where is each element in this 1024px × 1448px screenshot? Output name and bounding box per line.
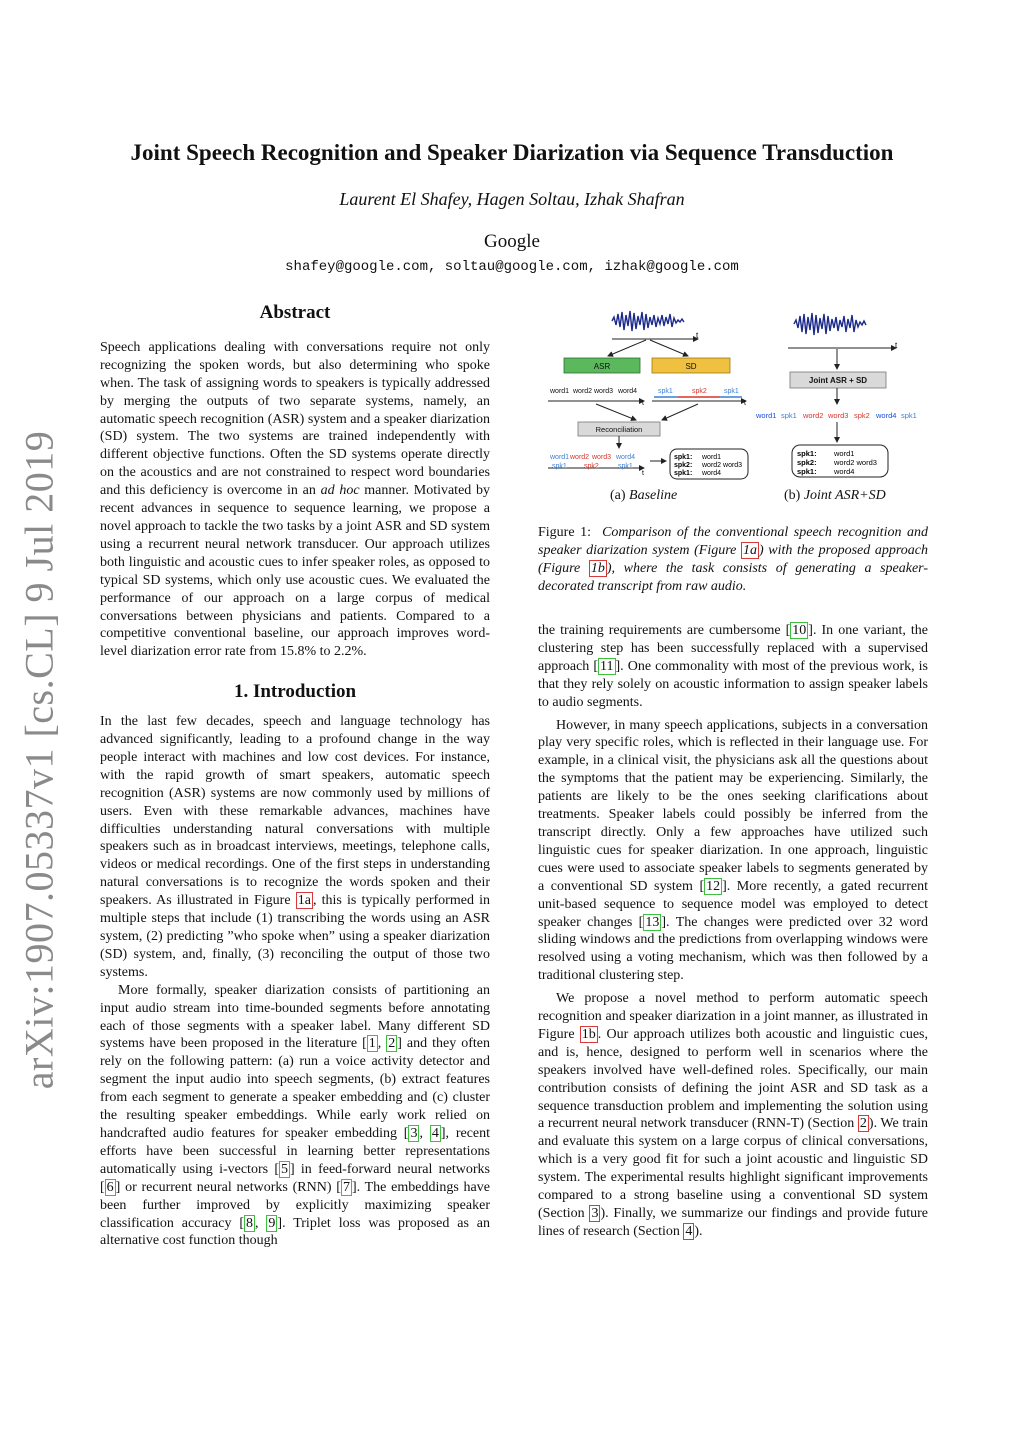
figure-1-diagrams [538, 306, 928, 486]
rec-spk-1: spk1 [552, 463, 567, 470]
right-p2-text-b: ]. More recently, a gated recurrent unit-based sequence to sequence model was employed to detect speaker changes [ [538, 878, 928, 930]
citation-4[interactable]: 4 [431, 1125, 439, 1141]
intro-p2-text-f: ]. The embeddings have been further improved by explicitly maximizing speaker classification accuracy [ [100, 1179, 490, 1231]
paper-authors: Laurent El Shafey, Hagen Soltau, Izhak Shafran [339, 189, 685, 209]
intro-p2-text-b: ] and they often rely on the following pattern: (a) run a voice activity detector and segment the input audio into speech segments, (b) extract features from each segment to generate a speaker embedding and (c) cluster the resulting speaker embeddings. While early work relied on handcrafted audio features for speaker embedding [ [100, 1036, 491, 1141]
citation-2[interactable]: 2 [388, 1036, 396, 1052]
arxiv-identifier [14, 430, 64, 1090]
joint-out-word-2: word2 word3 [834, 458, 877, 467]
joint-out-word-3: word4 [834, 467, 855, 476]
intro-p2-text-g: ]. Triplet loss was proposed as an alternative cost function though [100, 1215, 490, 1249]
citation-6[interactable]: 6 [106, 1179, 114, 1195]
right-column [538, 622, 928, 1241]
baseline-out-word-2: word2 word3 [702, 462, 743, 469]
asr-word-2: word2 [573, 388, 593, 395]
caption-prefix: Figure 1: [538, 525, 591, 540]
paper-title: Joint Speech Recognition and Speaker Diarization via Sequence Transduction [130, 140, 894, 165]
asr-word-1: word1 [550, 388, 570, 395]
citation-9[interactable]: 9 [268, 1215, 276, 1231]
right-p2-text-c: ]. The changes were predicted over 32 word sliding windows and the predictions from overlapping windows were resolved using a voting mechanism, which was then followed by a traditional clustering step. [538, 914, 928, 984]
citation-11[interactable]: 11 [600, 658, 614, 674]
right-p1-text-c: ]. One commonality with most of the previous work, is that they rely solely on acoustic information to assign speaker labels to audio segments. [538, 658, 928, 710]
caption-text-1: Comparison of the conventional speech recognition and speaker diarization system (Figure [538, 525, 929, 558]
subcaption-b-label: (b) [784, 488, 801, 503]
caption-figure-1a-link[interactable]: 1a [742, 543, 757, 558]
subcaption-b-italic: Joint ASR+SD [803, 488, 886, 503]
abstract-body [100, 339, 490, 661]
joint-diagram [755, 313, 917, 477]
rec-t-label: t [642, 470, 644, 477]
figure-1 [538, 306, 928, 506]
asr-word-4: word4 [618, 388, 638, 395]
citation-3[interactable]: 3 [410, 1125, 418, 1141]
section-2-link[interactable]: 2 [859, 1116, 867, 1132]
figure-1-caption [538, 524, 928, 596]
joint-seq-4: word3 [828, 411, 849, 420]
reconciliation-label: Reconciliation [595, 425, 643, 434]
joint-seq-5: spk2 [854, 411, 870, 420]
joint-out-word-1: word1 [834, 449, 855, 458]
subcaption-a-italic: Baseline [629, 488, 678, 503]
caption-text-2: ) with the proposed approach (Figure [538, 543, 928, 576]
asr-to-reconciliation-arrow [596, 404, 636, 420]
joint-time-label: t [895, 341, 898, 350]
joint-waveform [794, 313, 866, 335]
sd-spk-3: spk1 [724, 388, 739, 395]
cite-sep: , [255, 1215, 267, 1231]
rec-word-4: word4 [616, 454, 636, 461]
joint-block-label: Joint ASR + SD [808, 376, 868, 385]
joint-seq-6: word4 [876, 411, 897, 420]
rec-word-1: word1 [550, 454, 570, 461]
abstract-text-1: Speech applications dealing with conversations require not only recognizing the spoken words, but also determining who spoke when. The task of assigning words to speakers is typically addressed by merging the outputs of two separate systems, namely, an automatic speech recognition (ASR) system and a speaker diarization (SD) system. The two systems are trained independently with different objective functions. Often the SD systems operate directly on the acoustics and are not constrained to respect word boundaries and this deficiency is overcome in an [100, 339, 490, 499]
introduction-heading: 1. Introduction [233, 681, 357, 703]
joint-seq-3: word2 [803, 411, 824, 420]
asr-box-label: ASR [593, 362, 611, 371]
asr-word-3: word3 [594, 388, 614, 395]
right-paragraph-2 [538, 717, 928, 986]
asr-t-label: t [642, 400, 644, 407]
joint-out-spk-2: spk2: [797, 458, 817, 467]
figure-1a-link[interactable]: 1a [297, 893, 311, 909]
paper-affiliation: Google [484, 231, 540, 252]
subcaption-a [610, 488, 677, 504]
subcaption-b [784, 488, 886, 504]
intro-p2-text-a: More formally, speaker diarization consists of partitioning an input audio stream into time-bounded segments before annotating each of those segments with a speaker label. Many different SD systems have been proposed in the literature [ [100, 982, 490, 1052]
baseline-out-spk-3: spk1: [674, 470, 693, 477]
intro-p1-text-b: , this is typically performed in multiple steps that include (1) transcribing the words using an ASR system, (2) predicting ”who spoke when” using a speaker diarization (SD) system, and, finally, (3) reconciling the output of those two systems. [100, 893, 491, 980]
intro-p2-text-e: ] or recurrent neural networks (RNN) [ [115, 1179, 341, 1195]
baseline-time-label: t [696, 331, 699, 340]
cite-sep: , [377, 1036, 387, 1052]
right-p3-text-d: ). Finally, we summarize our findings and provide future lines of research (Section [538, 1206, 928, 1239]
sd-t-label: t [744, 400, 746, 407]
intro-paragraph-1 [100, 713, 490, 982]
joint-seq-1: word1 [756, 411, 777, 420]
citation-1[interactable]: 1 [368, 1036, 376, 1052]
right-p1-text-b: ]. In one variant, the clustering step has been successfully replaced with a supervised approach [ [538, 623, 929, 674]
intro-p2-text-d: ] in feed-forward neural networks [ [100, 1161, 490, 1195]
abstract-heading: Abstract [259, 302, 331, 323]
joint-out-spk-3: spk1: [797, 467, 817, 476]
joint-out-spk-1: spk1: [797, 449, 817, 458]
abstract-text-italic: ad hoc [320, 483, 360, 499]
baseline-arrow-to-sd [650, 340, 688, 356]
sd-spk-2: spk2 [692, 388, 707, 395]
section-4-link[interactable]: 4 [685, 1223, 693, 1239]
intro-p1-text-a: In the last few decades, speech and language technology has advanced significantly, leading to a profound change in the way people interact with machines and low cost devices. For instance, with the rapid growth of smart speakers, automatic speech recognition (ASR) systems are now commonly used by millions of users. Even with these remarkable advances, machines have difficulties understanding natural conversations with multiple speakers such as in broadcast interviews, meetings, telephone calls, videos or medical recordings. One of the first steps in understanding natural conversations is to recognize the words spoken and their speakers. As illustrated in Figure [100, 714, 490, 909]
left-column [100, 302, 491, 1250]
citation-13[interactable]: 13 [645, 914, 660, 930]
figure-1b-link[interactable]: 1b [581, 1026, 596, 1042]
right-paragraph-1 [538, 622, 928, 712]
abstract-text-2: manner. Motivated by recent advances in sequence to sequence learning, we propose a novel approach to tackle the two tasks by a joint ASR and SD system using a recurrent neural network transducer. Our approach utilizes both linguistic and acoustic cues to infer speaker roles, as opposed to typical SD systems, which only use acoustic cues. We evaluated the performance of our approach on a large corpus of medical conversations between physicians and patients. Compared to a competitive conventional baseline, our approach improves word-level diarization error rate from 15.8% to 2.2%. [100, 483, 491, 660]
rec-spk-3: spk1 [618, 463, 633, 470]
citation-7[interactable]: 7 [342, 1179, 350, 1195]
right-p2-text-a: However, in many speech applications, subjects in a conversation play very specific roles, which is reflected in their language use. For example, in a clinical visit, the physicians ask all the questions about the symptoms that the patient may be experiencing. Similarly, the patients are likely to be the ones seeking clarifications about treatments. Speaker labels could possibly be inferred from the transcript directly. Only a few approaches have utilized such linguistic cues for speaker diarization. In one approach, linguistic cues were used to associate speaker labels to segments generated by a conventional SD system [ [538, 717, 928, 894]
rec-spk-2: spk2 [584, 463, 599, 470]
right-p3-text-e: ). [694, 1223, 703, 1239]
baseline-diagram [548, 311, 748, 479]
baseline-out-spk-1: spk1: [674, 454, 693, 461]
joint-seq-7: spk1 [901, 411, 917, 420]
intro-paragraph-2 [100, 982, 490, 1251]
citation-10[interactable]: 10 [792, 623, 807, 638]
baseline-out-spk-2: spk2: [674, 462, 693, 469]
baseline-out-word-3: word4 [702, 470, 722, 477]
caption-figure-1b-link[interactable]: 1b [590, 561, 605, 576]
section-3-link[interactable]: 3 [591, 1206, 599, 1221]
sd-box-label: SD [685, 362, 697, 371]
right-p3-text-b: . Our approach utilizes both acoustic and linguistic cues, and is, hence, designed to perform well in scenarios where the speakers involved have well-defined roles. Specifically, our main contribution consists of defining the joint ASR and SD task as a sequence transduction problem and implementing the solution using a recurrent neural network transducer (RNN-T) (Section [538, 1026, 928, 1132]
citation-12[interactable]: 12 [706, 878, 721, 894]
paper-emails: shafey@google.com, soltau@google.com, izhak@google.com [285, 259, 739, 275]
right-paragraph-3 [538, 990, 928, 1241]
right-p3-text-c: ). We train and evaluate this system on a large corpus of clinical conversations, which is a very good fit for such a joint acoustic and linguistic SD system. The experimental results highlight significant improvements compared to a strong baseline using a conventional SD system (Section [538, 1116, 928, 1221]
sd-spk-1: spk1 [658, 388, 673, 395]
rec-word-3: word3 [592, 454, 612, 461]
baseline-out-word-1: word1 [702, 454, 722, 461]
joint-seq-2: spk1 [781, 411, 797, 420]
right-p3-text-a: We propose a novel method to perform automatic speech recognition and speaker diarization in a joint manner, as illustrated in Figure [538, 991, 928, 1042]
sd-to-reconciliation-arrow [662, 404, 698, 420]
rec-word-2: word2 [570, 454, 590, 461]
intro-p2-text-c: ], recent efforts have been successful in learning better representations automatically using i-vectors [ [100, 1125, 491, 1177]
citation-8[interactable]: 8 [246, 1215, 254, 1231]
subcaption-a-label: (a) [610, 488, 626, 503]
cite-sep: , [419, 1125, 430, 1141]
citation-5[interactable]: 5 [280, 1161, 288, 1177]
baseline-waveform [612, 311, 684, 331]
right-p1-text-a: the training requirements are cumbersome [ [538, 623, 791, 638]
baseline-arrow-to-asr [608, 340, 646, 356]
arxiv-identifier-text: arXiv:1907.05337v1 [cs.CL] 9 Jul 2019 [16, 430, 62, 1090]
caption-text-3: ), where the task consists of generating a speaker-decorated transcript from raw audio. [538, 561, 928, 594]
